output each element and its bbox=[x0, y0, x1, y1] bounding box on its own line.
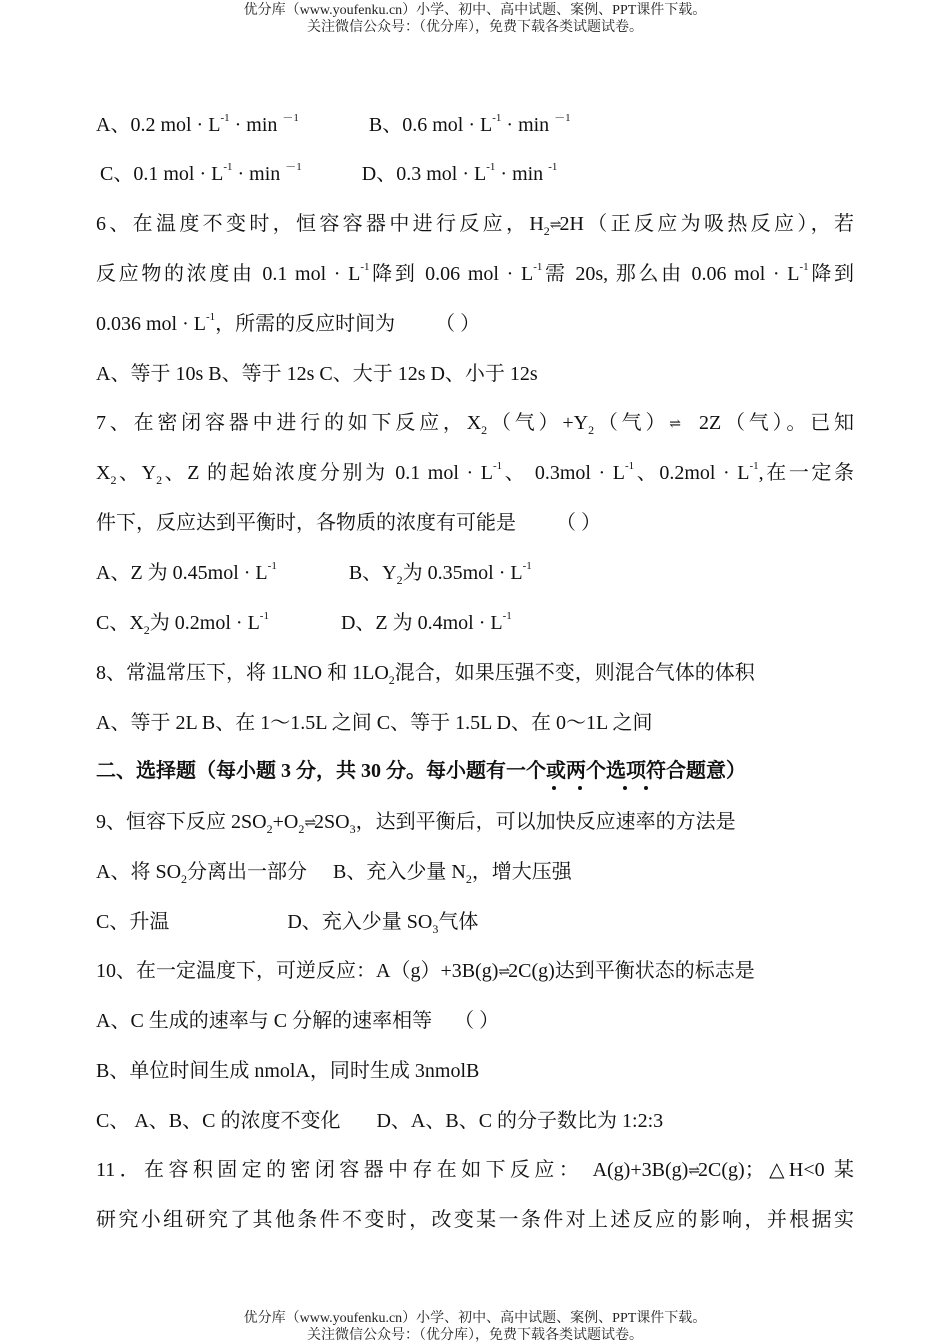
emphasis-dot bbox=[578, 786, 582, 790]
q5-options-ab bbox=[96, 112, 571, 138]
q5-option-c: C、0.1 mol · $L^{-1} \cdot \min ^{-1}$ bbox=[100, 161, 302, 185]
q8-line-1: 8、常温常压下，将 1LNO 和 $1LO_2$混合，如果压强不变，则混合气体的体积 bbox=[96, 662, 755, 687]
q7-option-a: A、Z 为 $0.45mol \cdot L^{-1}$ bbox=[96, 560, 277, 584]
q9-line-1: 9、恒容下反应 $2SO_2+O_2\rightleftharpoons 2SO_3$，达到平衡后，可以加快反应速率的方法是 bbox=[96, 811, 736, 836]
q10-option-a: A、C 生成的速率与 C 分解的速率相等 （ ） bbox=[96, 1010, 500, 1032]
header-line-1: 优分库（www.youfenku.cn）小学、初中、高中试题、案例、PPT课件下载。 bbox=[243, 3, 707, 18]
q8-options: A、等于 2L B、在 1～1.5L 之间 C、等于 1.5L D、在 0～1L 之间 bbox=[96, 712, 653, 734]
answer-bracket: （ ） bbox=[556, 512, 601, 534]
emphasis-dot bbox=[623, 786, 627, 790]
q11-line-2: 研究小组研究了其他条件不变时，改变某一条件对上述反应的影响，并根据实 bbox=[96, 1209, 854, 1231]
footer-line-1: 优分库（www.youfenku.cn）小学、初中、高中试题、案例、PPT课件下载。 bbox=[243, 1311, 707, 1326]
q9-option-b: B、充入少量 $N_2$，增大压强 bbox=[333, 861, 572, 886]
q10-option-d: D、A、B、C 的分子数比为 1:2:3 bbox=[376, 1110, 664, 1132]
q5-option-b: B、0.6 mol · $L^{-1} \cdot \min ^{-1}$ bbox=[368, 112, 571, 136]
q7-options-cd bbox=[96, 610, 512, 636]
q11-line-1: 11．在容积固定的密闭容器中存在如下反应： A(g)+3B(g)⇌2C(g)；△H<0 某 bbox=[96, 1159, 854, 1181]
header-line-2: 关注微信公众号：（优分库），免费下载各类试题试卷。 bbox=[307, 20, 643, 35]
q6-options: A、等于 10s B、等于 12s C、大于 12s D、小于 12s bbox=[96, 363, 538, 385]
q10-line-1: 10、在一定温度下，可逆反应：A（g）+3B(g)⇌2C(g)达到平衡状态的标志是 bbox=[96, 960, 755, 982]
q7-line-1: 7、在密闭容器中进行的如下反应，$X_2$（气）$+Y_2$（气）⇌ 2Z（气）。已知 bbox=[96, 412, 854, 437]
equilibrium-arrow-icon: ⇌ bbox=[549, 218, 560, 233]
answer-bracket: （ ） bbox=[454, 1010, 500, 1032]
q6-line-1: 6、在温度不变时，恒容容器中进行反应，$H_2\rightleftharpoons 2H$（正反应为吸热反应），若 bbox=[96, 213, 854, 238]
equilibrium-arrow-icon: ⇌ bbox=[498, 965, 509, 980]
equilibrium-arrow-icon: ⇌ bbox=[669, 417, 679, 432]
page-footer bbox=[0, 1310, 950, 1344]
q9-option-d: D、充入少量 $SO_3$气体 bbox=[287, 911, 479, 936]
q10-option-b: B、单位时间生成 nmolA，同时生成 3nmolB bbox=[96, 1060, 480, 1082]
page-header bbox=[0, 2, 950, 36]
equilibrium-arrow-icon: ⇌ bbox=[304, 816, 315, 831]
q9-options-ab bbox=[96, 859, 572, 885]
q5-options-cd bbox=[100, 161, 557, 187]
equilibrium-arrow-icon: ⇌ bbox=[688, 1164, 699, 1179]
footer-line-2: 关注微信公众号：（优分库），免费下载各类试题试卷。 bbox=[307, 1328, 643, 1343]
emphasis-dot bbox=[552, 786, 556, 790]
q6-line-2: 反应物的浓度由 0.1 mol · $L^{-1}$降到 0.06 mol · $L^{-1}$需 20s, 那么由 0.06 mol · $L^{-1}$降到 bbox=[96, 261, 854, 285]
answer-bracket: （ ） bbox=[435, 313, 481, 335]
q7-line-3: 件下，反应达到平衡时，各物质的浓度有可能是 （ ） bbox=[96, 512, 601, 534]
section-2-title: 二、选择题（每小题 3 分，共 30 分。每小题有一个或两个选项符合题意） bbox=[96, 760, 746, 782]
q9-option-c: C、升温 bbox=[96, 911, 170, 933]
q9-option-a: A、将 $SO_2$分离出一部分 bbox=[96, 861, 308, 886]
q7-option-d: D、Z 为 $0.4mol \cdot L^{-1}$ bbox=[340, 610, 512, 634]
q10-option-c: C、 A、B、C 的浓度不变化 bbox=[96, 1110, 341, 1132]
q9-options-cd bbox=[96, 909, 478, 935]
q7-options-ab bbox=[96, 560, 532, 586]
q7-option-b: B、$Y_2$为 $0.35mol \cdot L^{-1}$ bbox=[348, 560, 532, 587]
q7-line-2: $X_2$、$Y_2$、Z 的起始浓度分别为 0.1 mol · $L^{-1}$、 $0.3mol \cdot L^{-1}$、$0.2mol \cdot L^{-1}$,在一定条 bbox=[96, 460, 854, 487]
q5-option-d: D、0.3 mol · $L^{-1} \cdot \min ^{-1}$ bbox=[361, 161, 558, 185]
q10-options-cd bbox=[96, 1108, 663, 1134]
q6-line-3: 0.036 mol · $L^{-1}$，所需的反应时间为 （ ） bbox=[96, 311, 481, 335]
emphasis-dot bbox=[644, 786, 648, 790]
q5-option-a: A、0.2 mol · $L^{-1} \cdot \min ^{-1}$ bbox=[96, 112, 299, 136]
q7-option-c: C、$X_2$为 $0.2mol \cdot L^{-1}$ bbox=[96, 610, 269, 637]
